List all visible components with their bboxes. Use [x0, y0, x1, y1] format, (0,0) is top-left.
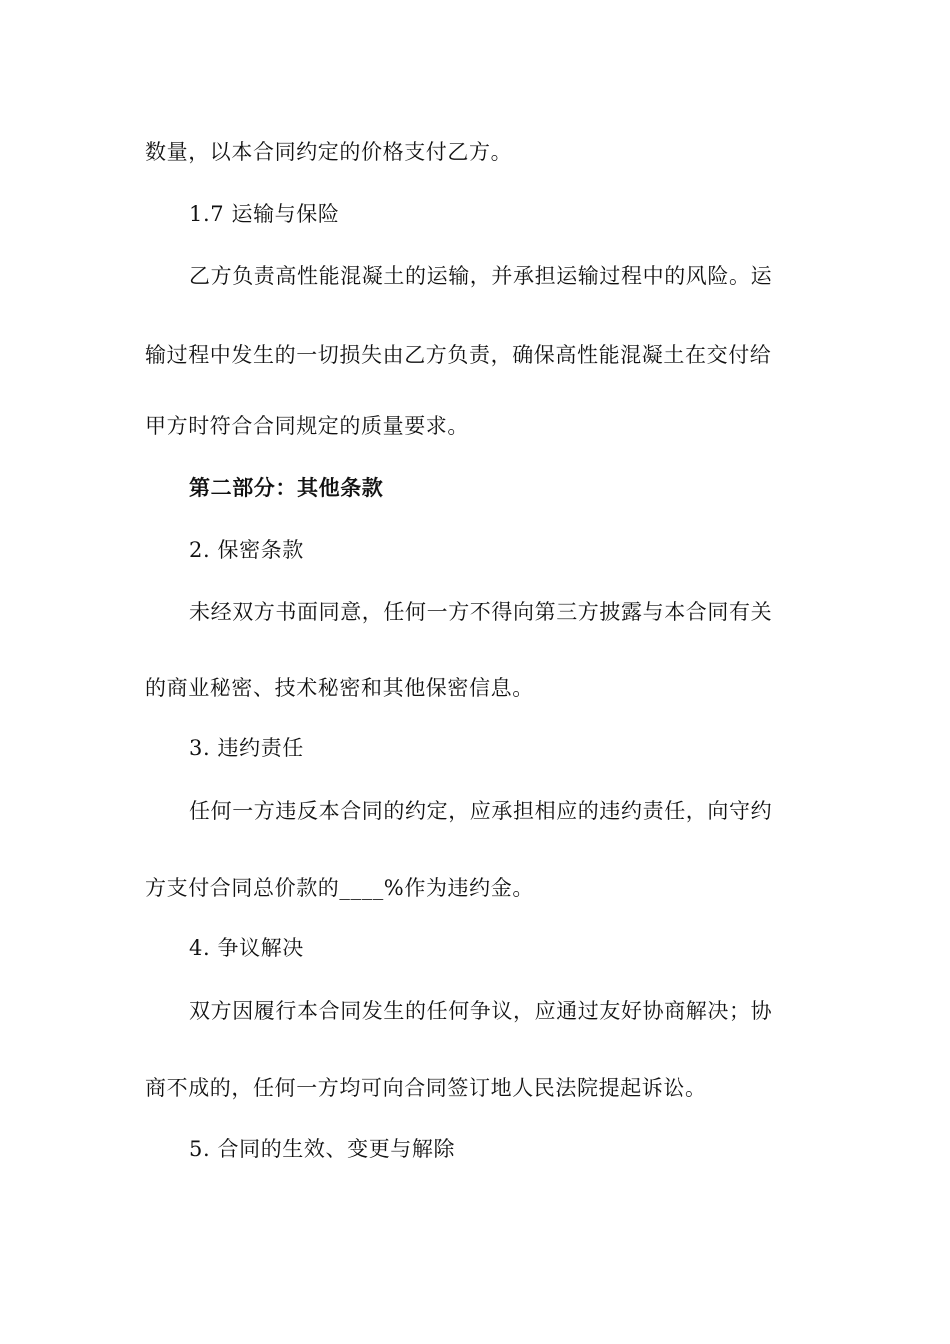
paragraph-line: 未经双方书面同意，任何一方不得向第三方披露与本合同有关	[189, 600, 773, 624]
paragraph-line: 乙方负责高性能混凝土的运输，并承担运输过程中的风险。运	[189, 264, 773, 288]
paragraph-line: 双方因履行本合同发生的任何争议，应通过友好协商解决；协	[189, 999, 773, 1023]
section-heading-2: 2. 保密条款	[189, 538, 304, 562]
paragraph-line: 数量，以本合同约定的价格支付乙方。	[145, 140, 513, 164]
paragraph-line: 商不成的，任何一方均可向合同签订地人民法院提起诉讼。	[145, 1076, 707, 1100]
paragraph-line: 任何一方违反本合同的约定，应承担相应的违约责任，向守约	[189, 799, 773, 823]
paragraph-line: 输过程中发生的一切损失由乙方负责，确保高性能混凝土在交付给	[145, 343, 772, 367]
section-heading-4: 4. 争议解决	[189, 936, 304, 960]
part-heading: 第二部分：其他条款	[189, 475, 384, 500]
section-heading-3: 3. 违约责任	[189, 736, 304, 760]
paragraph-line: 的商业秘密、技术秘密和其他保密信息。	[145, 676, 534, 700]
paragraph-line: 方支付合同总价款的____%作为违约金。	[145, 876, 534, 900]
paragraph-line: 甲方时符合合同规定的质量要求。	[145, 414, 469, 438]
section-heading-1-7: 1.7 运输与保险	[189, 202, 340, 226]
section-heading-5: 5. 合同的生效、变更与解除	[189, 1137, 456, 1161]
